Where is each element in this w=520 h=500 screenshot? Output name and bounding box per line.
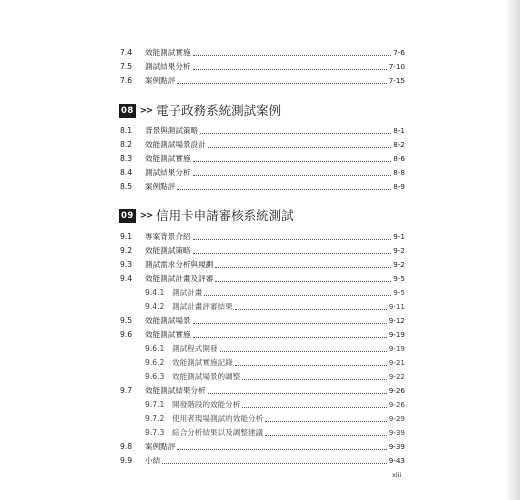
leader-dots bbox=[235, 308, 387, 310]
toc-subentry bbox=[145, 396, 405, 410]
double-chevron-icon: >> bbox=[139, 106, 153, 116]
entry-title: 開發階段的效能分析 bbox=[172, 400, 241, 409]
leader-dots bbox=[177, 82, 386, 84]
leader-dots bbox=[235, 364, 387, 366]
entry-page: 9-22 bbox=[388, 372, 405, 381]
leader-dots bbox=[208, 146, 392, 148]
toc-subentry bbox=[145, 340, 405, 354]
leader-dots bbox=[193, 238, 392, 240]
entry-page: 9-2 bbox=[393, 260, 405, 269]
leader-dots bbox=[193, 54, 392, 56]
leader-dots bbox=[162, 462, 387, 464]
entry-page: 8-2 bbox=[393, 140, 405, 149]
entry-title: 效能測試策略 bbox=[145, 246, 191, 255]
toc-entry bbox=[120, 150, 405, 164]
toc-subentry bbox=[145, 298, 405, 312]
entry-page: 9-2 bbox=[393, 246, 405, 255]
entry-page: 9-43 bbox=[388, 456, 405, 465]
entry-number: 9.6.2 bbox=[145, 358, 165, 367]
entry-page: 9-29 bbox=[388, 414, 405, 423]
entry-page: 9-12 bbox=[388, 316, 405, 325]
entry-title: 測試結果分析 bbox=[145, 62, 191, 71]
leader-dots bbox=[200, 132, 391, 134]
entry-page: 9-26 bbox=[388, 386, 405, 395]
entry-title: 效能測試場景的調整 bbox=[172, 372, 241, 381]
entry-title: 效能測試結果分析 bbox=[145, 386, 206, 395]
entry-title: 效能測試實施 bbox=[145, 154, 191, 163]
entry-page: 9-19 bbox=[388, 344, 405, 353]
leader-dots bbox=[204, 294, 391, 296]
toc-entry bbox=[120, 178, 405, 192]
toc-subentry bbox=[145, 424, 405, 438]
entry-page: 9-11 bbox=[388, 302, 405, 311]
entry-number: 9.4 bbox=[120, 274, 133, 283]
entry-title: 案例點評 bbox=[145, 442, 176, 451]
entry-page: 7-6 bbox=[393, 48, 405, 57]
toc-entry bbox=[120, 164, 405, 178]
entry-page: 9-39 bbox=[388, 428, 405, 437]
entry-title: 案例點評 bbox=[145, 182, 176, 191]
entry-page: 9-1 bbox=[393, 232, 405, 241]
leader-dots bbox=[208, 392, 387, 394]
entry-title: 效能測試實施 bbox=[145, 48, 191, 57]
toc-entry bbox=[120, 242, 405, 256]
entry-page: 9-5 bbox=[393, 274, 405, 283]
toc-entry bbox=[120, 44, 405, 58]
leader-dots bbox=[265, 420, 387, 422]
entry-number: 8.2 bbox=[120, 140, 133, 149]
entry-title: 效能測試場景 bbox=[145, 316, 191, 325]
chapter-number-badge: 08 bbox=[121, 106, 134, 116]
leader-dots bbox=[193, 336, 387, 338]
leader-dots bbox=[193, 252, 392, 254]
leader-dots bbox=[265, 434, 387, 436]
entry-title: 綜合分析結果以及調整建議 bbox=[172, 428, 264, 437]
entry-title: 效能測試計畫及評審 bbox=[145, 274, 214, 283]
double-chevron-icon: >> bbox=[139, 211, 153, 221]
entry-page: 7-10 bbox=[388, 62, 405, 71]
toc-entry bbox=[120, 452, 405, 466]
entry-number: 9.6 bbox=[120, 330, 133, 339]
entry-number: 9.1 bbox=[120, 232, 133, 241]
leader-dots bbox=[193, 160, 392, 162]
toc-entry bbox=[120, 270, 405, 284]
toc-entry bbox=[120, 136, 405, 150]
entry-title: 效能測試場景設計 bbox=[145, 140, 206, 149]
leader-dots bbox=[242, 378, 386, 380]
entry-number: 9.7.3 bbox=[145, 428, 165, 437]
page-edge-shadow bbox=[504, 0, 520, 500]
entry-number: 9.5 bbox=[120, 316, 133, 325]
leader-dots bbox=[193, 68, 387, 70]
entry-page: 8-9 bbox=[393, 182, 405, 191]
entry-number: 9.6.3 bbox=[145, 372, 165, 381]
entry-number: 9.4.2 bbox=[145, 302, 165, 311]
entry-number: 9.3 bbox=[120, 260, 133, 269]
leader-dots bbox=[215, 266, 391, 268]
entry-page: 9-19 bbox=[388, 330, 405, 339]
toc-subentry bbox=[145, 368, 405, 382]
entry-title: 測試計畫評審結果 bbox=[172, 302, 233, 311]
chapter-title: 信用卡申請審核系統測試 bbox=[156, 208, 294, 223]
entry-page: 7-15 bbox=[388, 76, 405, 85]
entry-number: 7.4 bbox=[120, 48, 133, 57]
entry-title: 背景與測試策略 bbox=[145, 126, 199, 135]
toc-entry bbox=[120, 326, 405, 340]
chapter-heading-09 bbox=[119, 207, 294, 225]
toc-entry bbox=[120, 312, 405, 326]
entry-number: 9.2 bbox=[120, 246, 133, 255]
toc-subentry bbox=[145, 410, 405, 424]
entry-number: 9.6.1 bbox=[145, 344, 165, 353]
entry-number: 9.9 bbox=[120, 456, 133, 465]
entry-title: 案例點評 bbox=[145, 76, 176, 85]
entry-page: 8-6 bbox=[393, 154, 405, 163]
toc-entry bbox=[120, 72, 405, 86]
entry-page: 9-5 bbox=[393, 288, 405, 297]
chapter-title: 電子政務系統測試案例 bbox=[156, 103, 282, 118]
page-number: xiii bbox=[392, 471, 402, 479]
leader-dots bbox=[193, 322, 387, 324]
toc-entry bbox=[120, 382, 405, 396]
entry-page: 9-26 bbox=[388, 400, 405, 409]
entry-number: 9.8 bbox=[120, 442, 133, 451]
entry-number: 8.3 bbox=[120, 154, 133, 163]
entry-number: 7.5 bbox=[120, 62, 133, 71]
entry-title: 測試結果分析 bbox=[145, 168, 191, 177]
entry-title: 專案背景介紹 bbox=[145, 232, 191, 241]
leader-dots bbox=[177, 448, 386, 450]
entry-title: 測試需求分析與規劃 bbox=[145, 260, 214, 269]
entry-number: 9.7.2 bbox=[145, 414, 165, 423]
entry-number: 8.1 bbox=[120, 126, 133, 135]
toc-entry bbox=[120, 228, 405, 242]
entry-number: 8.4 bbox=[120, 168, 133, 177]
entry-title: 測試程式開發 bbox=[172, 344, 218, 353]
entry-page: 8-8 bbox=[393, 168, 405, 177]
entry-title: 效能測試實施 bbox=[145, 330, 191, 339]
toc-entry bbox=[120, 58, 405, 72]
chapter-number-badge: 09 bbox=[121, 211, 134, 221]
leader-dots bbox=[220, 350, 387, 352]
entry-number: 9.7 bbox=[120, 386, 133, 395]
entry-page: 9-21 bbox=[388, 358, 405, 367]
toc-entry bbox=[120, 438, 405, 452]
toc-entry bbox=[120, 122, 405, 136]
entry-title: 效能測試實施記錄 bbox=[172, 358, 233, 367]
entry-number: 9.4.1 bbox=[145, 288, 165, 297]
chapter-heading-08 bbox=[119, 102, 281, 120]
leader-dots bbox=[242, 406, 386, 408]
entry-title: 測試計畫 bbox=[172, 288, 203, 297]
entry-page: 8-1 bbox=[393, 126, 405, 135]
entry-page: 9-39 bbox=[388, 442, 405, 451]
entry-title: 小結 bbox=[145, 456, 161, 465]
toc-subentry bbox=[145, 284, 405, 298]
toc-entry bbox=[120, 256, 405, 270]
entry-number: 7.6 bbox=[120, 76, 133, 85]
leader-dots bbox=[215, 280, 391, 282]
leader-dots bbox=[177, 188, 391, 190]
entry-title: 使用者現場測試的效能分析 bbox=[172, 414, 264, 423]
toc-subentry bbox=[145, 354, 405, 368]
entry-number: 8.5 bbox=[120, 182, 133, 191]
leader-dots bbox=[193, 174, 392, 176]
entry-number: 9.7.1 bbox=[145, 400, 165, 409]
